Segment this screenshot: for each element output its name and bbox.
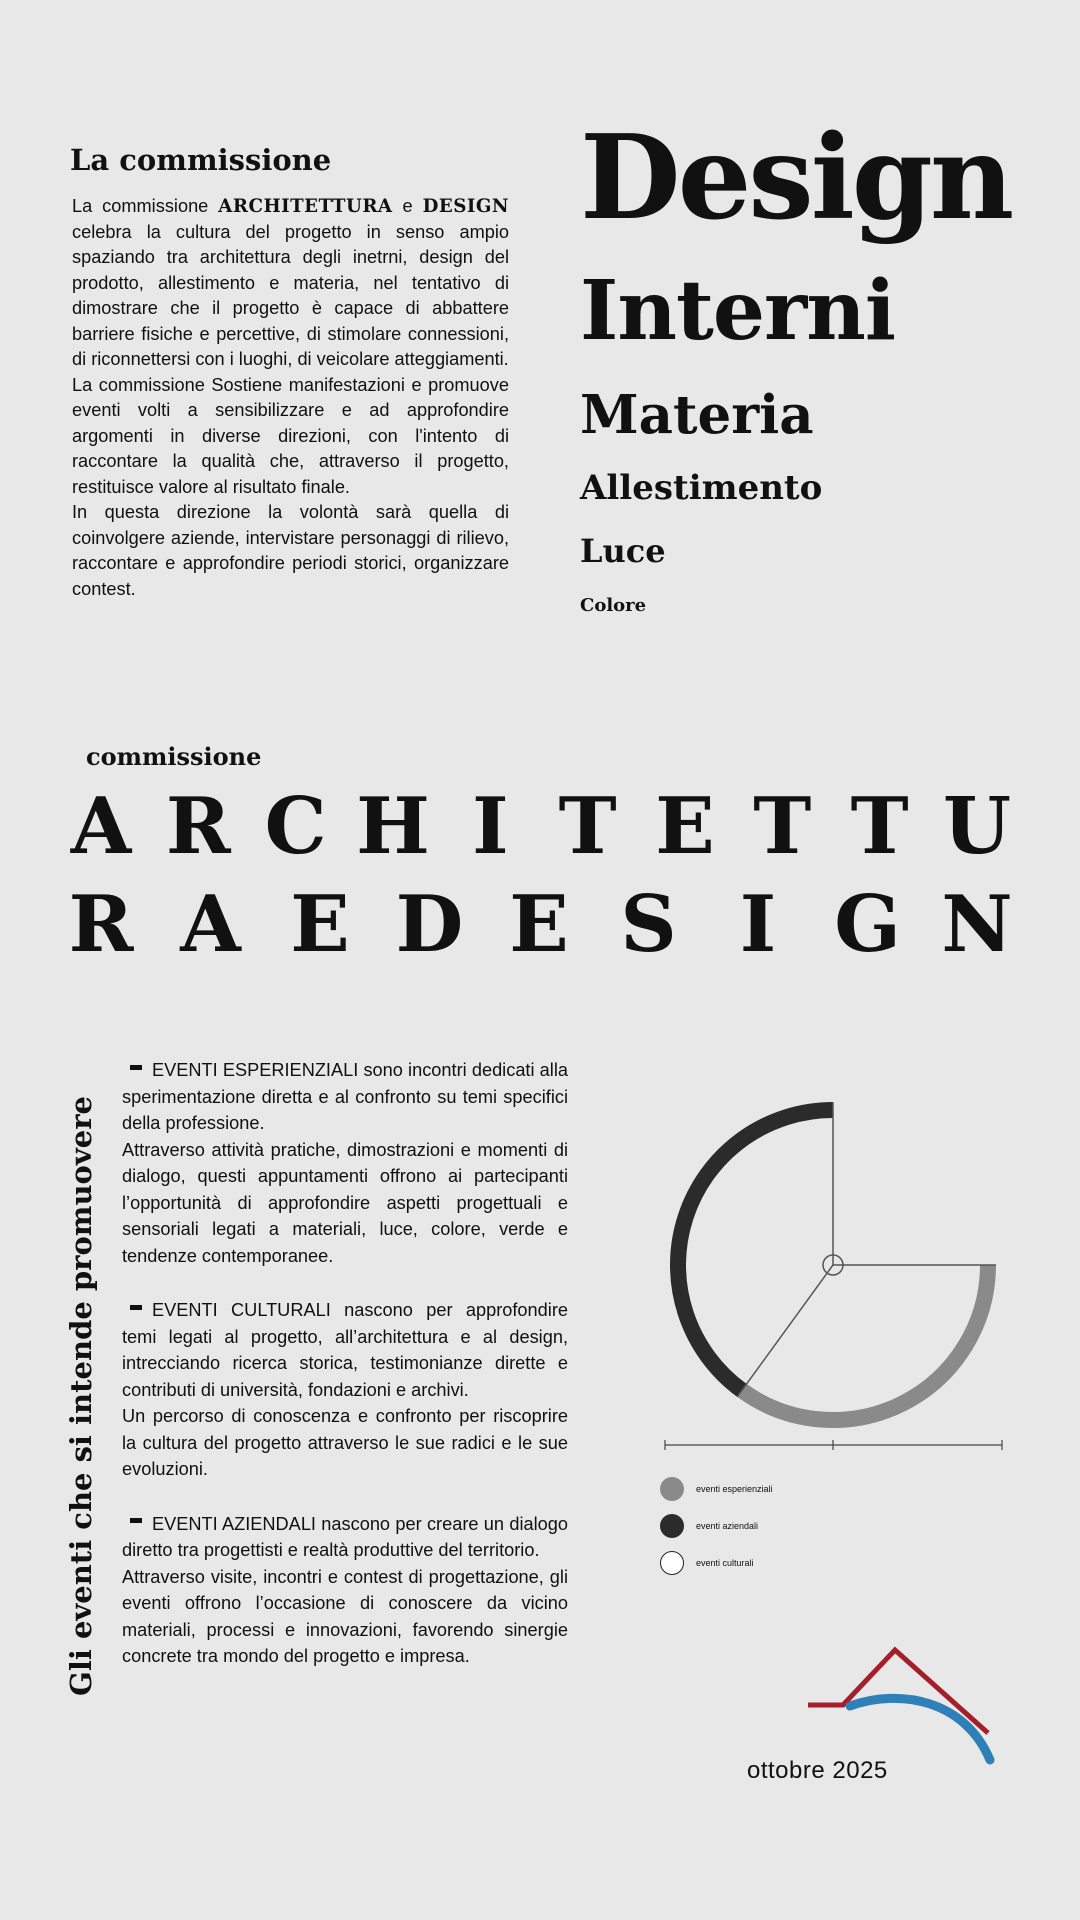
- intro-p1-a: La commissione: [72, 196, 219, 216]
- legend-swatch-grey: [660, 1477, 684, 1501]
- banner-letter: D: [395, 879, 464, 970]
- legend-swatch-dark: [660, 1514, 684, 1538]
- word-materia: Materia: [580, 384, 814, 446]
- banner-letter: A: [180, 879, 241, 970]
- event-lead: [122, 1057, 568, 1137]
- banner-letter: T: [850, 781, 909, 872]
- events-list: [122, 1057, 568, 1698]
- event-lead: [122, 1511, 568, 1564]
- banner-letter: E: [290, 879, 350, 970]
- intro-paragraph-3: In questa direzione la volontà sarà quella di coinvolgere aziende, intervistare personaggi di rilievo, raccontare e approfondire periodi storici, organizzare contest.: [72, 502, 509, 599]
- events-ring-chart: [640, 1080, 1020, 1460]
- intro-title: La commissione: [70, 143, 332, 177]
- event-culturali: [122, 1297, 568, 1483]
- banner-label: commissione: [86, 742, 262, 771]
- banner-letter: T: [558, 781, 617, 872]
- banner-letter: E: [509, 879, 569, 970]
- ring-segment-0: [742, 1265, 988, 1420]
- word-design: Design: [580, 110, 1012, 246]
- intro-paragraph-2: La commissione Sostiene manifestazioni e promuove eventi volti a sensibilizzare e ad approfondire argomenti in diverse direzioni, con l'intento di raccontare la qualità che, attraverso il progetto, restituisce valore al risultato finale.: [72, 374, 509, 497]
- chart-legend: [660, 1470, 773, 1581]
- legend-item: [660, 1544, 773, 1581]
- banner-row-1: [64, 781, 1014, 872]
- event-esperienziali: [122, 1057, 568, 1269]
- bullet-icon: [130, 1305, 142, 1310]
- bullet-icon: [130, 1518, 142, 1523]
- word-luce: Luce: [580, 532, 666, 570]
- banner-letter: I: [739, 879, 777, 970]
- intro-architettura: ARCHITETTURA: [218, 196, 393, 217]
- vertical-heading-text: Gli eventi che si intende promuovere: [64, 1096, 98, 1696]
- event-lead: [122, 1297, 568, 1403]
- event-date: ottobre 2025: [747, 1757, 888, 1784]
- logo-arc: [850, 1698, 990, 1760]
- banner-row-2: [64, 879, 1014, 970]
- banner-letter: H: [356, 781, 430, 872]
- legend-swatch-white: [660, 1551, 684, 1575]
- banner-letter: T: [753, 781, 812, 872]
- intro-p1-c: celebra la cultura del progetto in senso ampio spaziando tra architettura degli inetrni, design del prodotto, allestimento e materia, nel tentativo di dimostrare che il progetto è capace di abbattere barriere fisiche e percettive, di stimolare connessioni, di riconnettersi con i luoghi, di veicolare atteggiamenti.: [72, 221, 509, 369]
- event-lead-text: EVENTI ESPERIENZIALI sono incontri dedicati alla sperimentazione diretta e al confronto su temi specifici della professione.: [122, 1060, 568, 1133]
- intro-text: [72, 194, 509, 602]
- banner-letter: I: [472, 781, 509, 872]
- banner-letter: S: [620, 879, 677, 970]
- banner-letter: U: [942, 781, 1011, 872]
- intro-p1-b: e: [392, 196, 423, 216]
- word-interni: Interni: [580, 263, 895, 359]
- bullet-icon: [130, 1065, 142, 1070]
- banner-letter: G: [834, 879, 901, 970]
- legend-item: [660, 1507, 773, 1544]
- banner-letter: C: [264, 781, 327, 872]
- banner-letter: R: [68, 879, 134, 970]
- banner-letter: A: [70, 781, 132, 872]
- legend-label: eventi esperienziali: [696, 1483, 773, 1494]
- event-lead-text: EVENTI CULTURALI nascono per approfondire temi legati al progetto, all’architettura e al design, intrecciando ricerca storica, testimonianze dirette e contributi di università, fondazioni e archivi.: [122, 1300, 568, 1400]
- legend-label: eventi culturali: [696, 1557, 754, 1568]
- legend-item: [660, 1470, 773, 1507]
- organization-logo: [805, 1640, 995, 1770]
- word-allestimento: Allestimento: [580, 468, 823, 508]
- intro-paragraph-1: [72, 194, 509, 373]
- event-lead-text: EVENTI AZIENDALI nascono per creare un dialogo diretto tra progettisti e realtà produttive del territorio.: [122, 1513, 568, 1560]
- event-body: Attraverso attività pratiche, dimostrazioni e momenti di dialogo, questi appuntamenti offrono ai partecipanti l’opportunità di approfondire aspetti progettuali e sensoriali legati a materiali, luce, colore, verde e tendenze contemporanee.: [122, 1139, 568, 1266]
- event-aziendali: [122, 1511, 568, 1670]
- ring-divider-1: [737, 1265, 833, 1397]
- legend-label: eventi aziendali: [696, 1520, 759, 1531]
- event-body: Un percorso di conoscenza e confronto per riscoprire la cultura del progetto attraverso le sue radici e le sue evoluzioni.: [122, 1406, 568, 1479]
- banner-letter: R: [165, 781, 231, 872]
- intro-design: DESIGN: [422, 196, 509, 217]
- banner-letter: E: [655, 781, 715, 872]
- word-colore: Colore: [580, 595, 647, 616]
- banner-letter: N: [941, 879, 1013, 970]
- event-body: Attraverso visite, incontri e contest di progettazione, gli eventi offrono l’occasione di conoscere da vicino materiali, processi e innovazioni, favorendo sinergie concrete tra mondo del progetto e impresa.: [122, 1566, 568, 1666]
- ring-segment-1: [678, 1110, 833, 1390]
